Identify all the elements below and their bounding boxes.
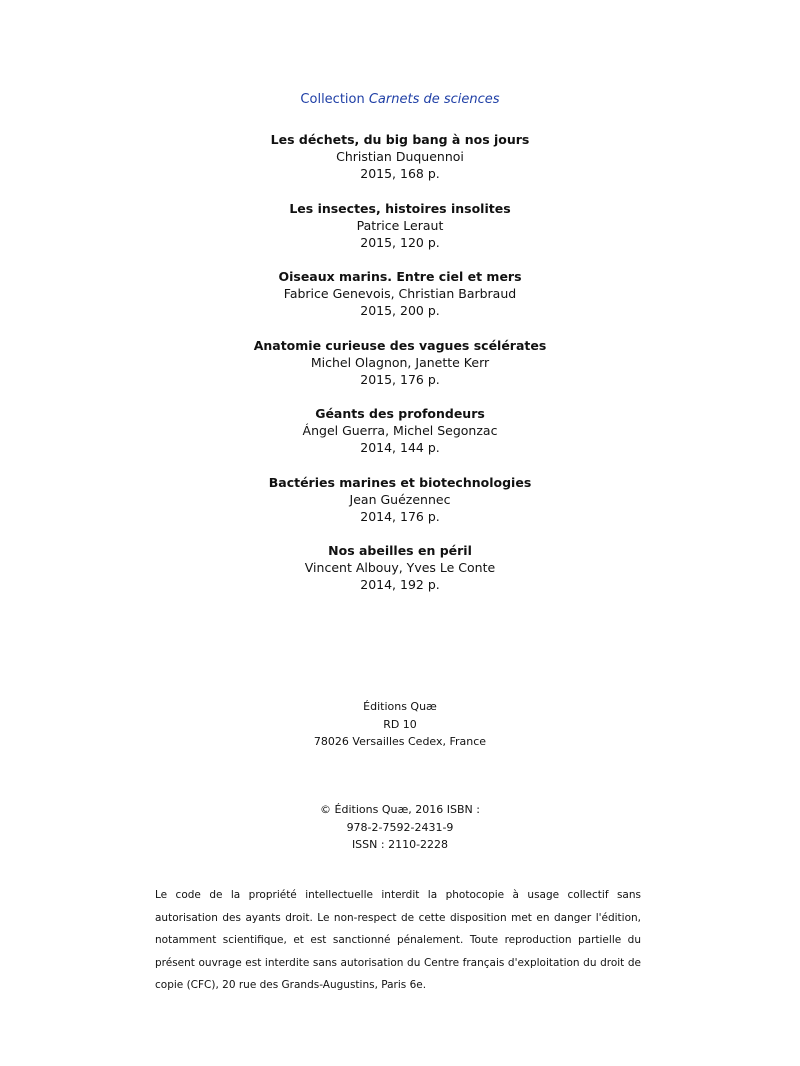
- book-info: 2015, 168 p.: [360, 166, 440, 181]
- book-info: 2015, 120 p.: [360, 234, 440, 250]
- book-info: 2015, 200 p.: [360, 303, 440, 318]
- legal-notice: Le code de la propriété intellectuelle interdit la photocopie à usage collectif sans autorisation des ayants droit. Le non-respect de cette disposition met en danger l'édition, notamment scientifique, et est sanctionné pénalement. Toute reproduction partielle du présent ouvrage est interdite sans autorisation du Centre français d'exploitation du droit de copie (CFC), 20 rue des Grands-Augustins, Paris 6e.: [155, 889, 641, 991]
- publisher-name: Éditions Quæ: [363, 700, 437, 713]
- book-entry: [0, 268, 800, 337]
- issn-number: ISSN : 2110-2228: [351, 838, 449, 851]
- book-title: Oiseaux marins. Entre ciel et mers: [278, 269, 522, 284]
- copyright-line: © Éditions Quæ, 2016 ISBN :: [320, 803, 480, 816]
- book-authors: Fabrice Genevois, Christian Barbraud: [283, 286, 517, 301]
- collection-prefix: Collection: [300, 92, 369, 107]
- book-entry: [0, 131, 800, 200]
- book-title: Les déchets, du big bang à nos jours: [270, 132, 530, 147]
- collection-heading: [0, 92, 800, 107]
- publisher-address-line2: 78026 Versailles Cedex, France: [313, 735, 487, 748]
- publisher-block: [0, 698, 800, 751]
- book-info: 2014, 192 p.: [360, 577, 440, 592]
- book-authors: Christian Duquennoi: [336, 149, 464, 164]
- book-authors: Jean Guézennec: [349, 491, 451, 507]
- book-info: 2014, 144 p.: [360, 440, 440, 455]
- book-info: 2014, 176 p.: [360, 508, 440, 524]
- book-authors: Ángel Guerra, Michel Segonzac: [302, 423, 498, 438]
- book-authors: Michel Olagnon, Janette Kerr: [310, 354, 490, 370]
- copyright-block: [0, 801, 800, 854]
- publisher-address-line1: RD 10: [383, 717, 417, 731]
- book-authors: Vincent Albouy, Yves Le Conte: [304, 560, 496, 575]
- isbn-number: 978-2-7592-2431-9: [346, 820, 454, 834]
- book-entry: [0, 337, 800, 406]
- book-info: 2015, 176 p.: [360, 371, 440, 387]
- book-title: Nos abeilles en péril: [328, 543, 472, 558]
- book-title: Bactéries marines et biotechnologies: [268, 474, 532, 490]
- book-entry: [0, 200, 800, 269]
- book-list: [0, 131, 800, 611]
- book-title: Géants des profondeurs: [315, 406, 485, 421]
- book-entry: [0, 405, 800, 474]
- book-entry: [0, 542, 800, 611]
- book-authors: Patrice Leraut: [356, 217, 444, 233]
- book-title: Les insectes, histoires insolites: [289, 200, 511, 216]
- book-title: Anatomie curieuse des vagues scélérates: [253, 337, 547, 353]
- collection-name: Carnets de sciences: [368, 92, 500, 107]
- book-entry: [0, 474, 800, 543]
